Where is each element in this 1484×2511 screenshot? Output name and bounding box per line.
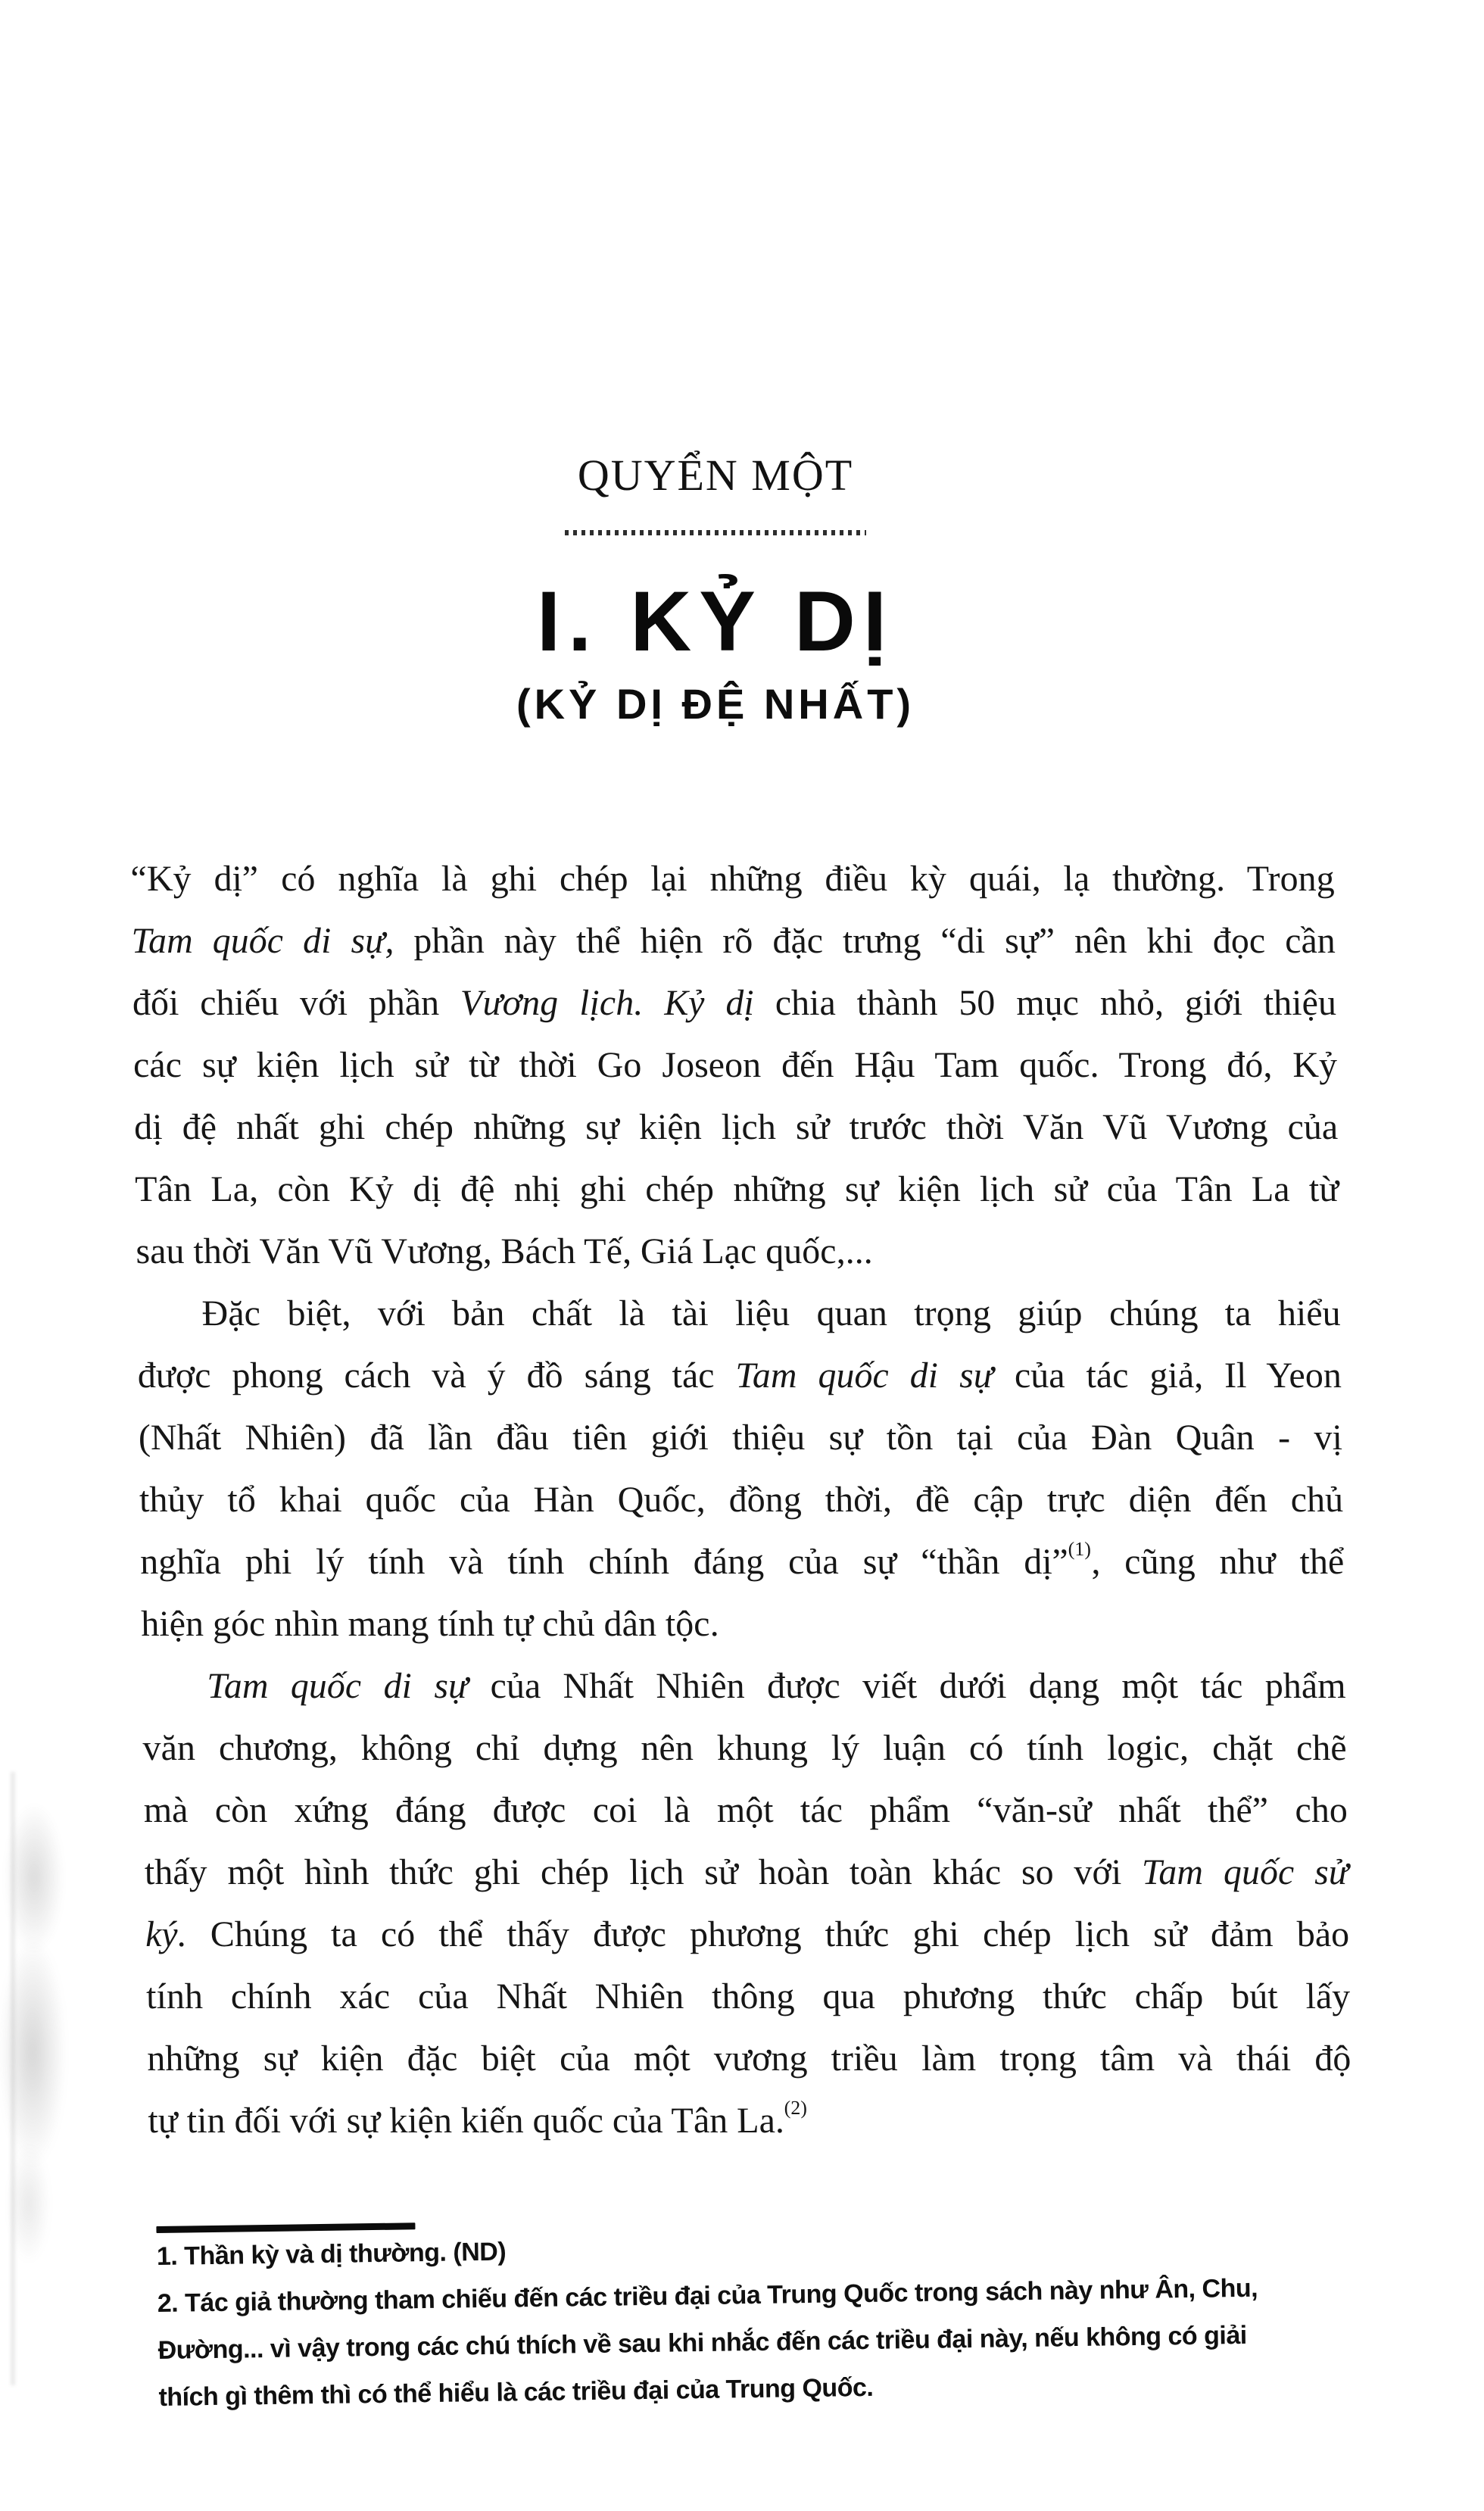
text-segment: thủy tổ khai quốc của Hàn Quốc, đồng thời, đề cập trực diện đến chủ [139,1480,1344,1520]
text-segment: nghĩa phi lý tính và tính chính đáng của sự “thần dị” [139,1542,1069,1582]
body-line [131,910,1336,972]
text-segment: (Nhất Nhiên) đã lần đầu tiên giới thiệu sự tồn tại của Đàn Quân - vị [138,1418,1343,1458]
text-segment: , cũng như thể [1090,1542,1345,1582]
text-segment: được phong cách và ý đồ sáng tác [137,1355,736,1396]
body-line [138,1407,1342,1469]
body-line [143,1780,1348,1842]
body-line [142,1655,1346,1717]
text-segment: Tam quốc di sự [207,1666,469,1706]
text-segment: Tam quốc sử [1141,1852,1349,1892]
body-line [142,1717,1347,1780]
text-segment: các sự kiện lịch sử từ thời Go Joseon đến Hậu Tam quốc. Trong đó, Kỷ [132,1045,1338,1085]
body-line [132,1034,1337,1096]
body-line [141,1593,1345,1655]
scan-smudge [0,1939,65,2166]
scan-smudge [5,1802,64,1954]
text-segment: dị đệ nhất ghi chép những sự kiện lịch sử trước thời Văn Vũ Vương của [133,1107,1339,1147]
text-segment: mà còn xứng đáng được coi là một tác phẩm “văn-sử nhất thể” cho [143,1790,1348,1830]
text-segment: tính chính xác của Nhất Nhiên thông qua phương thức chấp bút lấy [145,1976,1351,2017]
text-segment: Tam quốc di sự, [131,921,394,961]
text-segment: của Nhất Nhiên được viết dưới dạng một tác phẩm [467,1666,1346,1706]
text-segment: những sự kiện đặc biệt của một vương triều làm trọng tâm và thái độ [146,2038,1352,2079]
footnote-ref: (2) [784,2097,808,2119]
body-line [148,2090,1352,2152]
footnotes [156,2210,1339,2421]
text-segment: chia thành 50 mục nhỏ, giới thiệu [753,983,1337,1023]
dotted-divider [565,530,866,535]
chapter-heading [114,451,1317,728]
body-line [137,1345,1342,1407]
body-line [136,1283,1341,1345]
text-segment: ký. [145,1914,188,1954]
body-line [136,1221,1340,1283]
footnote-line: thích gì thêm thì có thể hiểu là các triều đại của Trung Quốc. [158,2372,874,2413]
text-segment: tự tin đối với sự kiện kiến quốc của Tân La. [148,2101,785,2141]
footnote-line: 2. Tác giả thường tham chiếu đến các triều đại của Trung Quốc trong sách này như Ân, Chu, [157,2273,1258,2319]
body-line [139,1469,1343,1531]
body-line [145,1904,1349,1966]
chapter-subtitle: (KỶ DỊ ĐỆ NHẤT) [516,680,915,728]
body-line [144,1842,1348,1904]
text-segment: hiện góc nhìn mang tính tự chủ dân tộc. [140,1604,719,1644]
text-segment: “Kỷ dị” có nghĩa là ghi chép lại những điều kỳ quái, lạ thường. Trong [130,859,1335,899]
body-line [134,1096,1339,1159]
text-segment: Chúng ta có thể thấy được phương thức ghi chép lịch sử đảm bảo [186,1914,1350,1954]
text-segment: sau thời Văn Vũ Vương, Bách Tế, Giá Lạc quốc,... [136,1231,873,1271]
body-line [132,972,1336,1034]
volume-label: QUYỂN MỘT [577,451,854,500]
scan-smudge [8,2143,50,2264]
text-segment: Đặc biệt, với bản chất là tài liệu quan trọng giúp chúng ta hiểu [201,1293,1341,1333]
text-segment: Vương lịch. Kỷ dị [460,983,755,1023]
text-segment: đối chiếu với phần [132,983,461,1023]
body-line [140,1531,1345,1593]
footnote-ref: (1) [1068,1538,1092,1560]
text-segment: văn chương, không chỉ dựng nên khung lý luận có tính logic, chặt chẽ [142,1728,1347,1768]
text-segment: phần này thể hiện rõ đặc trưng “di sự” nên khi đọc cần [393,921,1336,961]
text-segment: Tân La, còn Kỷ dị đệ nhị ghi chép những sự kiện lịch sử của Tân La từ [134,1169,1339,1209]
footnote-line: Đường... vì vậy trong các chú thích về sau khi nhắc đến các triều đại này, nếu không có giải [157,2320,1247,2366]
text-segment: của tác giả, Il Yeon [993,1355,1342,1396]
body-text [130,848,1352,2152]
text-segment: thấy một hình thức ghi chép lịch sử hoàn toàn khác so với [144,1852,1143,1892]
chapter-title: I. KỶ DỊ [536,574,895,669]
body-line [146,1966,1351,2028]
scan-edge-streak [11,1772,15,2385]
body-line [147,2028,1352,2090]
body-line [130,848,1335,910]
text-segment: Tam quốc di sự [735,1355,994,1396]
body-line [135,1159,1339,1221]
footnote-line: 1. Thần kỳ và dị thường. (ND) [156,2237,507,2272]
